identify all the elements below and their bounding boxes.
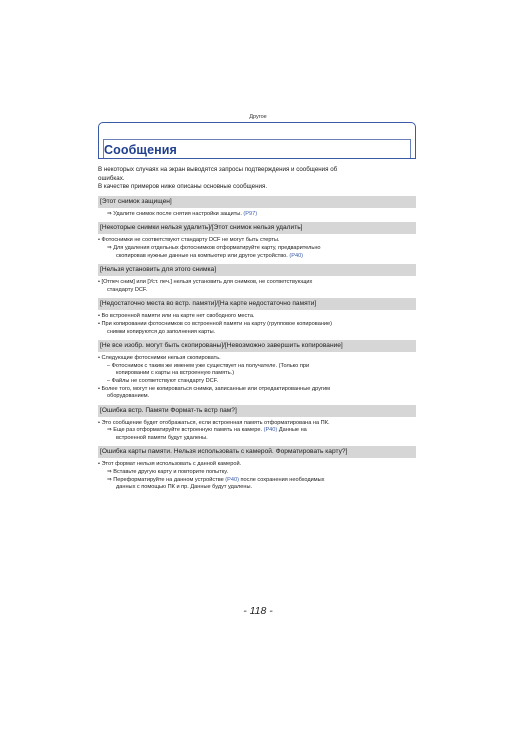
line-text: данных с помощью ПК и пр. Данные будут удалены. [116,484,253,491]
line-text: • Более того, могут не копироваться снимки, записанные или отредактированные другим [98,385,331,392]
message-heading: [Нельзя установить для этого снимка] [98,264,416,276]
page-reference-link[interactable]: (P40) [262,427,278,434]
line-text: • Это сообщение будет отображаться, если встроенная память отформатирована на ПК. [98,419,330,426]
message-list [98,196,416,492]
section-label: Другое [249,114,267,120]
line-text: оборудованием. [107,393,150,400]
line-text: стандарту DCF. [107,286,148,293]
line-text: ⇒ Вставьте другую карту и повторите попытку. [107,469,229,476]
message-heading: [Некоторые снимки нельзя удалить]/[Этот снимок нельзя удалить] [98,222,416,234]
line-text: скопировав нужные данные на компьютер или другое устройство. [116,252,288,259]
message-heading: [Этот снимок защищен] [98,196,416,208]
line-text: копировании с карты на встроенную память.) [116,370,235,377]
message-heading: [Недостаточно места во встр. памяти]/[На карте недостаточно памяти] [98,298,416,310]
bullet-line [98,461,416,469]
message-block [98,264,416,294]
message-block [98,446,416,491]
page-title: Сообщения [104,143,177,157]
line-text: – Файлы не соответствуют стандарту DCF. [107,377,219,384]
message-heading: [Ошибка встр. Памяти Формат-ть встр пам?] [98,405,416,417]
bullet-line [98,321,416,329]
continuation-line [98,287,416,295]
line-text: • Следующие фотоснимки нельзя скопировать. [98,355,221,362]
line-text: ⇒ Переформатируйте на данном устройстве [107,476,224,483]
line-text-continued: после сохранения необходимых [238,476,325,483]
continuation-line [98,253,416,261]
intro-text [98,166,416,192]
page-number: - 118 - [243,605,273,617]
continuation-line [98,484,416,492]
message-block [98,222,416,260]
continuation-line [98,329,416,337]
line-text: встроенной памяти будут удалены. [116,434,208,441]
line-text: – Фотоснимок с таким же именем уже существует на получателе. (Только при [107,362,310,369]
line-text: снимки копируются до заполнения карты. [107,328,216,335]
line-text: ⇒ Удалите снимок после снятия настройки защиты. [107,210,242,217]
arrow-line [98,469,416,477]
bullet-line [98,355,416,363]
arrow-line [98,427,416,435]
bullet-line [98,313,416,321]
continuation-line [98,378,416,386]
continuation-line [98,393,416,401]
line-text: • [Отпеч сним] или [Уст. печ.] нельзя установить для снимков, не соответствующих [98,279,313,286]
line-text: • При копировании фотоснимков со встроенной памяти на карту (групповое копирование) [98,320,332,327]
continuation-line [98,435,416,443]
continuation-line [98,370,416,378]
continuation-line [98,363,416,371]
message-block [98,196,416,219]
arrow-line [98,211,416,219]
line-text-continued: Данные на [277,427,307,434]
intro-line: В некоторых случаях на экран выводятся запросы подтверждения и сообщения об [98,166,338,173]
arrow-line [98,245,416,253]
bullet-line [98,386,416,394]
message-heading: [Не все изобр. могут быть скопированы]/[Невозможно завершить копирование] [98,340,416,352]
line-text: • Фотоснимки не соответствуют стандарту DCF не могут быть стерты. [98,237,280,244]
line-text: ⇒ Для удаления отдельных фотоснимков отформатируйте карту, предварительно [107,244,321,251]
line-text: ⇒ Еще раз отформатируйте встроенную память на камере. [107,427,263,434]
message-block [98,405,416,443]
page-reference-link[interactable]: (P97) [241,210,258,217]
line-text: • Этот формат нельзя использовать с данной камерой. [98,461,242,468]
message-block [98,340,416,401]
line-text: • Во встроенной памяти или на карте нет свободного места. [98,313,255,320]
intro-line: ошибках. [98,174,125,182]
arrow-line [98,477,416,485]
message-block [98,298,416,336]
intro-line: В качестве примеров ниже описаны основные сообщения. [98,183,268,191]
page-reference-link[interactable]: (P40) [287,252,304,259]
bullet-line [98,237,416,245]
page-reference-link[interactable]: (P40) [223,476,239,483]
bullet-line [98,279,416,287]
message-heading: [Ошибка карты памяти. Нельзя использовать с камерой. Форматировать карту?] [98,446,416,458]
content [98,166,416,496]
